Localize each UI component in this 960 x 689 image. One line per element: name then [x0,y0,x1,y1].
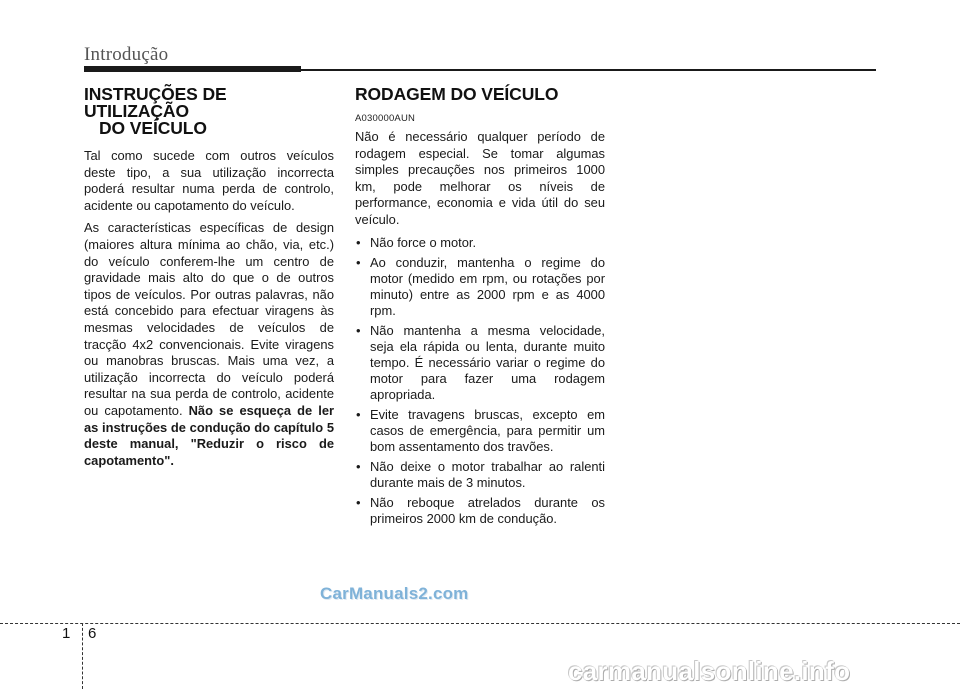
list-item: • Não reboque atrelados durante os primeiros 2000 km de condução. [355,495,605,527]
rodagem-bullet-list [355,235,605,527]
section-title-instrucoes [84,86,334,137]
header-rule-thick [84,66,301,72]
watermark-carmanualsonline[interactable]: carmanualsonline.info [568,656,851,686]
paragraph-intro: Tal como sucede com outros veículos deste tipo, a sua utilização incorrecta poderá resultar numa perda de controlo, acidente ou capotamento do veículo. [84,148,334,213]
footer-dashed-rule [0,623,960,624]
list-item: • Não mantenha a mesma velocidade, seja ela rápida ou lenta, durante muito tempo. É necessário variar o regime do motor para fazer uma rodagem apropriada. [355,323,605,403]
list-item: • Não deixe o motor trabalhar ao ralenti durante mais de 3 minutos. [355,459,605,491]
footer-vertical-dashed-rule [82,623,83,689]
section-title-rodagem: RODAGEM DO VEÍCULO [355,84,559,104]
section-title-line1: INSTRUÇÕES DE UTILIZAÇÃO [84,84,227,121]
paragraph-rodagem-intro: Não é necessário qualquer período de rodagem especial. Se tomar algumas simples precauções nos primeiros 1000 km, pode melhorar os níveis de performance, economia e vida útil do seu veículo. [355,129,605,227]
page-chapter-number: 1 [62,625,71,642]
page-header-title: Introdução [84,44,169,65]
list-item: • Ao conduzir, mantenha o regime do motor (medido em rpm, ou rotações por minuto) entre as 2000 rpm e as 4000 rpm. [355,255,605,319]
page-number: 6 [88,625,97,642]
right-column [355,86,605,531]
section-code: A030000AUN [355,113,416,124]
list-item: • Não force o motor. [355,235,605,251]
section-title-line2: DO VEÍCULO [99,118,207,138]
left-column [84,86,334,475]
header-rule-thin [301,69,876,71]
paragraph-design [84,220,334,469]
paragraph-design-text: As características específicas de design (maiores altura mínima ao chão, via, etc.) do veículo conferem-lhe um centro de gravidade mais alto do que o de outros tipos de veículos. Por outras palavras, não está concebido para efectuar viragens às mesmas velocidades de veículos de tracção 4x2 convencionais. Evite viragens ou manobras bruscas. Mais uma vez, a utilização incorrecta do veículo poderá resultar na sua perda de controlo, acidente ou capotamento. [84,220,334,418]
paragraph-design-bold: Não se esqueça de ler as instruções de condução do capítulo 5 deste manual, "Reduzir o risco de capotamento". [84,402,334,468]
watermark-carmanuals2[interactable]: CarManuals2.com [320,584,469,603]
list-item: • Evite travagens bruscas, excepto em casos de emergência, para permitir um bom assentamento dos travões. [355,407,605,455]
